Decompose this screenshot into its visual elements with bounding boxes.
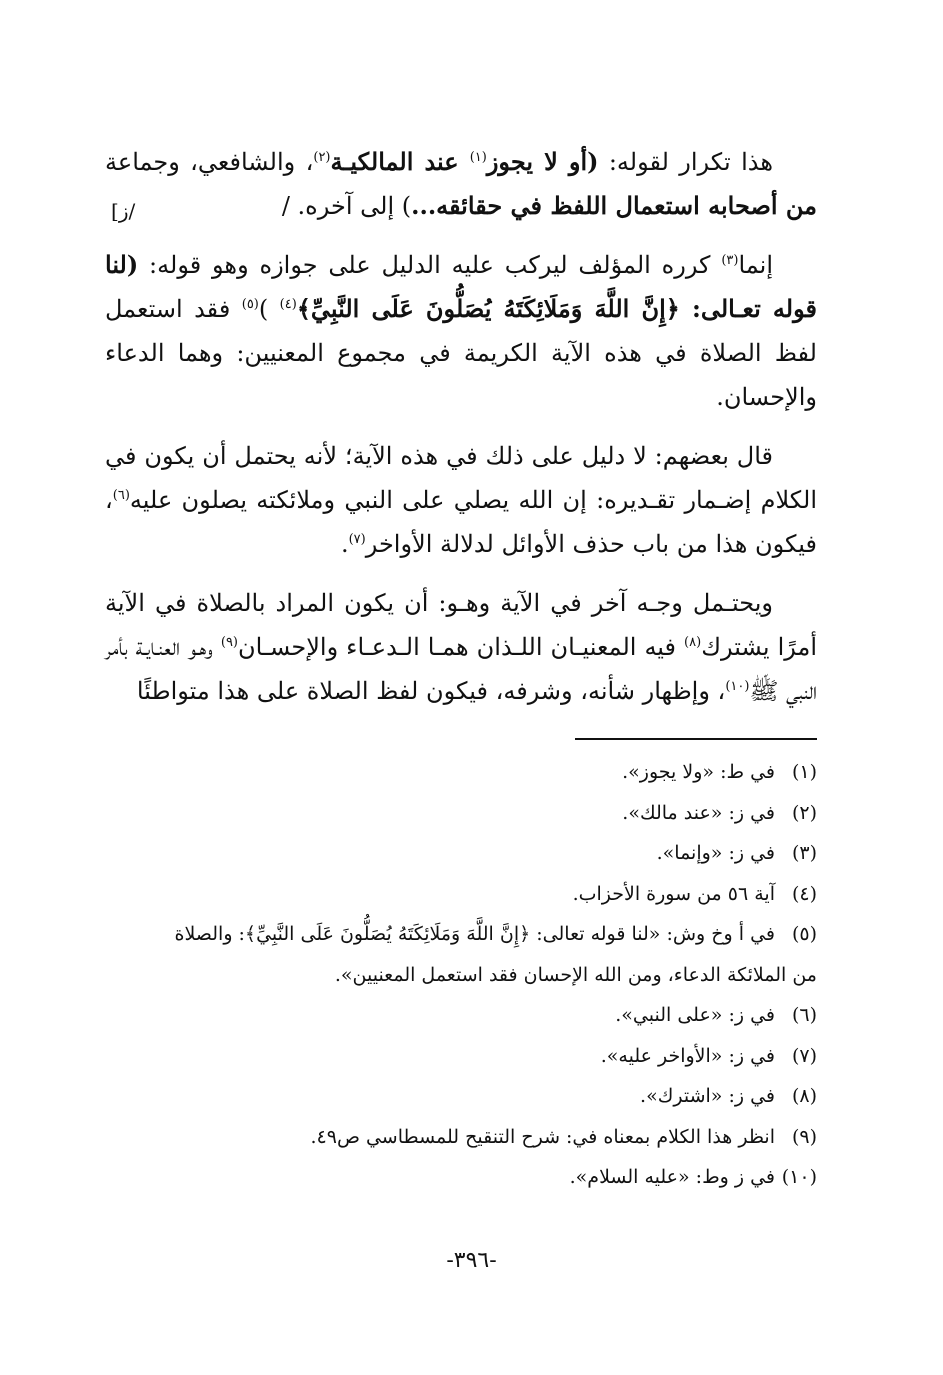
footnote-ref: (٧) bbox=[348, 532, 366, 547]
text-span: ، وإظهار شأنه، وشرفه، فيكون لفظ الصلاة على هذا متواطئًا bbox=[136, 677, 726, 705]
footnote-number: (٢) bbox=[791, 801, 817, 824]
paragraph-3 bbox=[105, 434, 817, 566]
footnote-item bbox=[105, 1157, 817, 1198]
footnote-item bbox=[105, 874, 817, 915]
text-span: ويحتـمل وجـه آخر في الآية وهـو: أن يكون المراد بالصلاة في الآية أمرًا يشترك bbox=[105, 589, 817, 661]
footnote-item bbox=[105, 752, 817, 793]
page-number: -٣٩٦- bbox=[446, 1248, 497, 1273]
footnote-number: (٤) bbox=[791, 882, 817, 905]
footnote-number: (٨) bbox=[791, 1085, 817, 1107]
footnotes bbox=[105, 752, 817, 1198]
quoted-text: (أو لا يجوز bbox=[486, 147, 599, 176]
footnote-item bbox=[105, 914, 817, 995]
text-span: فقد استعمل لفظ الصلاة في هذه الآية الكريمة في مجموع المعنيين: وهما الدعاء والإحسان. bbox=[105, 295, 817, 411]
footnote-item bbox=[105, 1117, 817, 1158]
text-span: هذا تكرار لقوله: bbox=[598, 148, 774, 176]
footnote-text: في أ وخ وش: «لنا قوله تعالى: ﴿إِنَّ اللَّهَ وَمَلَائِكَتَهُ يُصَلُّونَ عَلَى النَّبِيِّ﴾: والصلاة bbox=[174, 923, 775, 945]
footnote-item bbox=[105, 995, 817, 1036]
footnote-text: انظر هذا الكلام بمعناه في: شرح التنقيح للمسطاسي ص٤٩. bbox=[310, 1125, 775, 1148]
footnote-number: (١٠) bbox=[781, 1166, 817, 1188]
text-span: ) bbox=[258, 295, 280, 323]
footnote-text: آية ٥٦ من سورة الأحزاب. bbox=[572, 882, 775, 905]
footnote-text: في ز: «وإنما». bbox=[656, 842, 775, 864]
footnote-item bbox=[105, 833, 817, 874]
paragraph-2 bbox=[105, 243, 817, 419]
text-span: إنما bbox=[738, 251, 773, 279]
manuscript-margin-marker: [ز/ bbox=[111, 199, 136, 223]
footnote-number: (٩) bbox=[791, 1125, 817, 1148]
footnote-ref: (٣) bbox=[721, 253, 739, 268]
footnote-ref: (٥) bbox=[241, 297, 259, 312]
text-span: ) إلى آخره. / bbox=[281, 192, 412, 220]
footnote-number: (٥) bbox=[791, 923, 817, 945]
main-text bbox=[105, 140, 817, 728]
text-span: قال بعضهم: لا دليل على ذلك في هذه الآية؛ لأنه يحتمل أن يكون في الكلام إضـمار تقـديره: إن الله يصلي على النبي وملائكته يصلون عليه bbox=[105, 442, 818, 514]
footnote-ref: (١) bbox=[469, 150, 487, 165]
quoted-text: عند المالكيـة bbox=[330, 147, 470, 176]
footnote-item bbox=[105, 1036, 817, 1077]
footnote-text: في ز وط: «عليه السلام». bbox=[569, 1166, 775, 1188]
paragraph-4 bbox=[105, 581, 817, 713]
footnote-ref: (٦) bbox=[112, 488, 130, 503]
footnote-number: (٦) bbox=[791, 1004, 817, 1026]
footnote-number: (١) bbox=[791, 761, 817, 783]
text-span: ، فيكون هذا من باب حذف الأوائل لدلالة الأواخر bbox=[105, 486, 817, 558]
footnote-number: (٣) bbox=[791, 842, 817, 864]
footnote-separator bbox=[575, 738, 817, 740]
text-span: . bbox=[340, 530, 349, 558]
paragraph-1 bbox=[105, 140, 817, 228]
footnote-ref: (١٠) bbox=[725, 679, 750, 694]
footnote-text: في ز: «عند مالك». bbox=[622, 801, 775, 824]
footnote-ref: (٤) bbox=[279, 297, 297, 312]
footnote-item bbox=[105, 1076, 817, 1117]
footnote-ref: (٢) bbox=[313, 150, 331, 165]
footnote-continuation: من الملائكة الدعاء، ومن الله الإحسان فقد استعمل المعنيين». bbox=[334, 963, 817, 986]
quoted-verse: (لنا قوله تعـالى: ﴿إِنَّ اللَّهَ وَمَلَائِكَتَهُ يُصَلُّونَ عَلَى النَّبِيِّ﴾ bbox=[105, 250, 817, 323]
footnote-ref: (٩) bbox=[220, 635, 238, 650]
text-span: كرره المؤلف ليركب عليه الدليل على جوازه وهو قوله: bbox=[138, 251, 722, 279]
footnote-ref: (٨) bbox=[684, 635, 702, 650]
text-span: وهـو العنـايـة بأمر النبي ﷺ bbox=[105, 633, 817, 705]
footnote-item bbox=[105, 793, 817, 834]
footnote-text: في ز: «الأواخر عليه». bbox=[600, 1044, 775, 1067]
footnote-text: في ز: «على النبي». bbox=[615, 1004, 775, 1026]
text-span: ، والشافعي، وجماعة bbox=[105, 148, 314, 176]
text-span: فيه المعنيـان اللـذان همـا الـدعـاء والإحسـان bbox=[238, 633, 685, 661]
footnote-number: (٧) bbox=[791, 1044, 817, 1067]
footnote-text: في ط: «ولا يجوز». bbox=[622, 761, 775, 783]
quoted-text: من أصحابه استعمال اللفظ في حقائقه... bbox=[411, 191, 817, 220]
footnote-text: في ز: «اشترك». bbox=[640, 1085, 775, 1107]
